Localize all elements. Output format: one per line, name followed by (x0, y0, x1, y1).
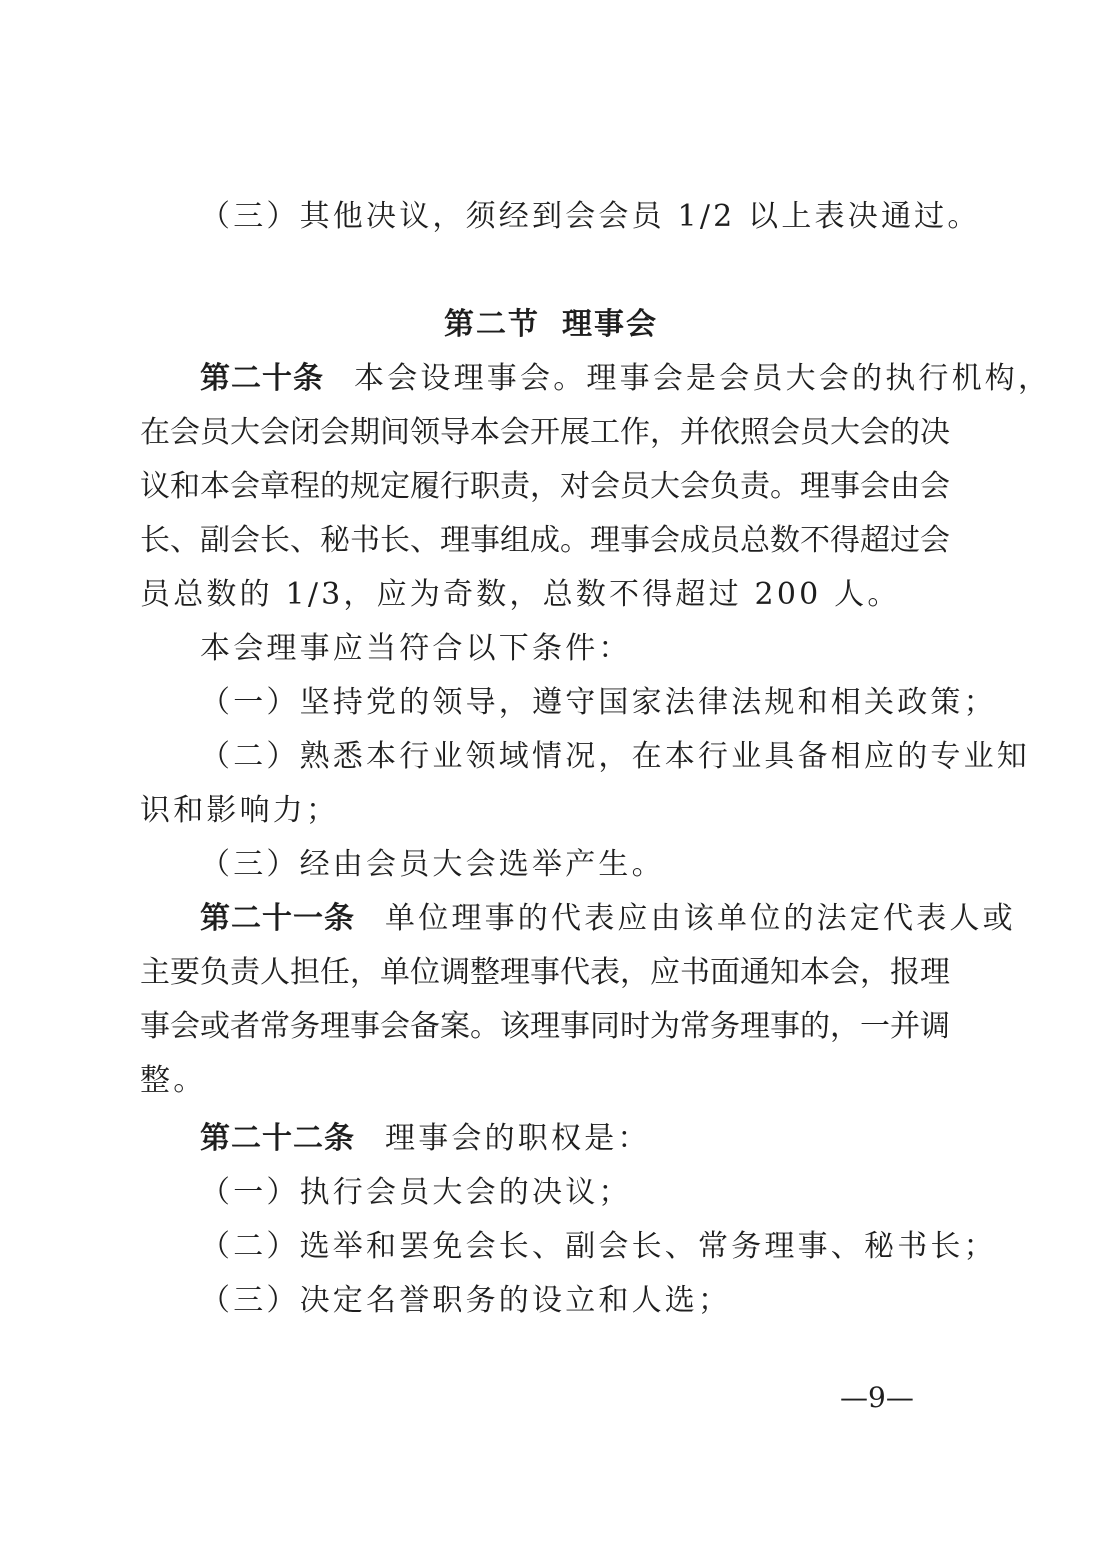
page-number: —9— (840, 1381, 914, 1414)
article-20-label: 第二十条 (200, 361, 324, 396)
article-22-text: 理事会的职权是： (385, 1121, 651, 1156)
text-line: 整。 (140, 1063, 207, 1098)
article-22-label: 第二十二条 (200, 1121, 355, 1156)
text-line: 本会理事应当符合以下条件： (200, 631, 632, 666)
list-item: （一）执行会员大会的决议； (200, 1175, 632, 1210)
list-item: （二）熟悉本行业领域情况，在本行业具备相应的专业知 (200, 739, 1030, 774)
text-line: 议和本会章程的规定履行职责，对会员大会负责。理事会由会 (140, 469, 950, 504)
text-line: 主要负责人担任，单位调整理事代表，应书面通知本会，报理 (140, 955, 950, 990)
text-line: 员总数的 1/3，应为奇数，总数不得超过 200 人。 (140, 577, 901, 612)
text-line: （三）其他决议，须经到会会员 1/2 以上表决通过。 (200, 199, 981, 234)
list-item: （三）经由会员大会选举产生。 (200, 847, 665, 882)
article-21-label: 第二十一条 (200, 901, 355, 936)
article-21-first-line (200, 892, 1016, 946)
text-line: 长、副会长、秘书长、理事组成。理事会成员总数不得超过会 (140, 523, 950, 558)
article-20-first-line (200, 352, 1052, 406)
text-line: 事会或者常务理事会备案。该理事同时为常务理事的，一并调 (140, 1009, 950, 1044)
text-line: 在会员大会闭会期间领导本会开展工作，并依照会员大会的决 (140, 415, 950, 450)
list-item: （二）选举和罢免会长、副会长、常务理事、秘书长； (200, 1229, 997, 1264)
article-21-text: 单位理事的代表应由该单位的法定代表人或 (385, 901, 1016, 936)
section-heading-number: 第二节 (444, 307, 540, 342)
text-line: 识和影响力； (140, 793, 340, 828)
section-heading-title: 理事会 (562, 307, 658, 342)
article-20-text: 本会设理事会。理事会是会员大会的执行机构， (354, 361, 1052, 396)
section-heading (0, 298, 1102, 352)
article-22-first-line (200, 1112, 948, 1166)
list-item: （一）坚持党的领导，遵守国家法律法规和相关政策； (200, 685, 997, 720)
list-item: （三）决定名誉职务的设立和人选； (200, 1283, 732, 1318)
